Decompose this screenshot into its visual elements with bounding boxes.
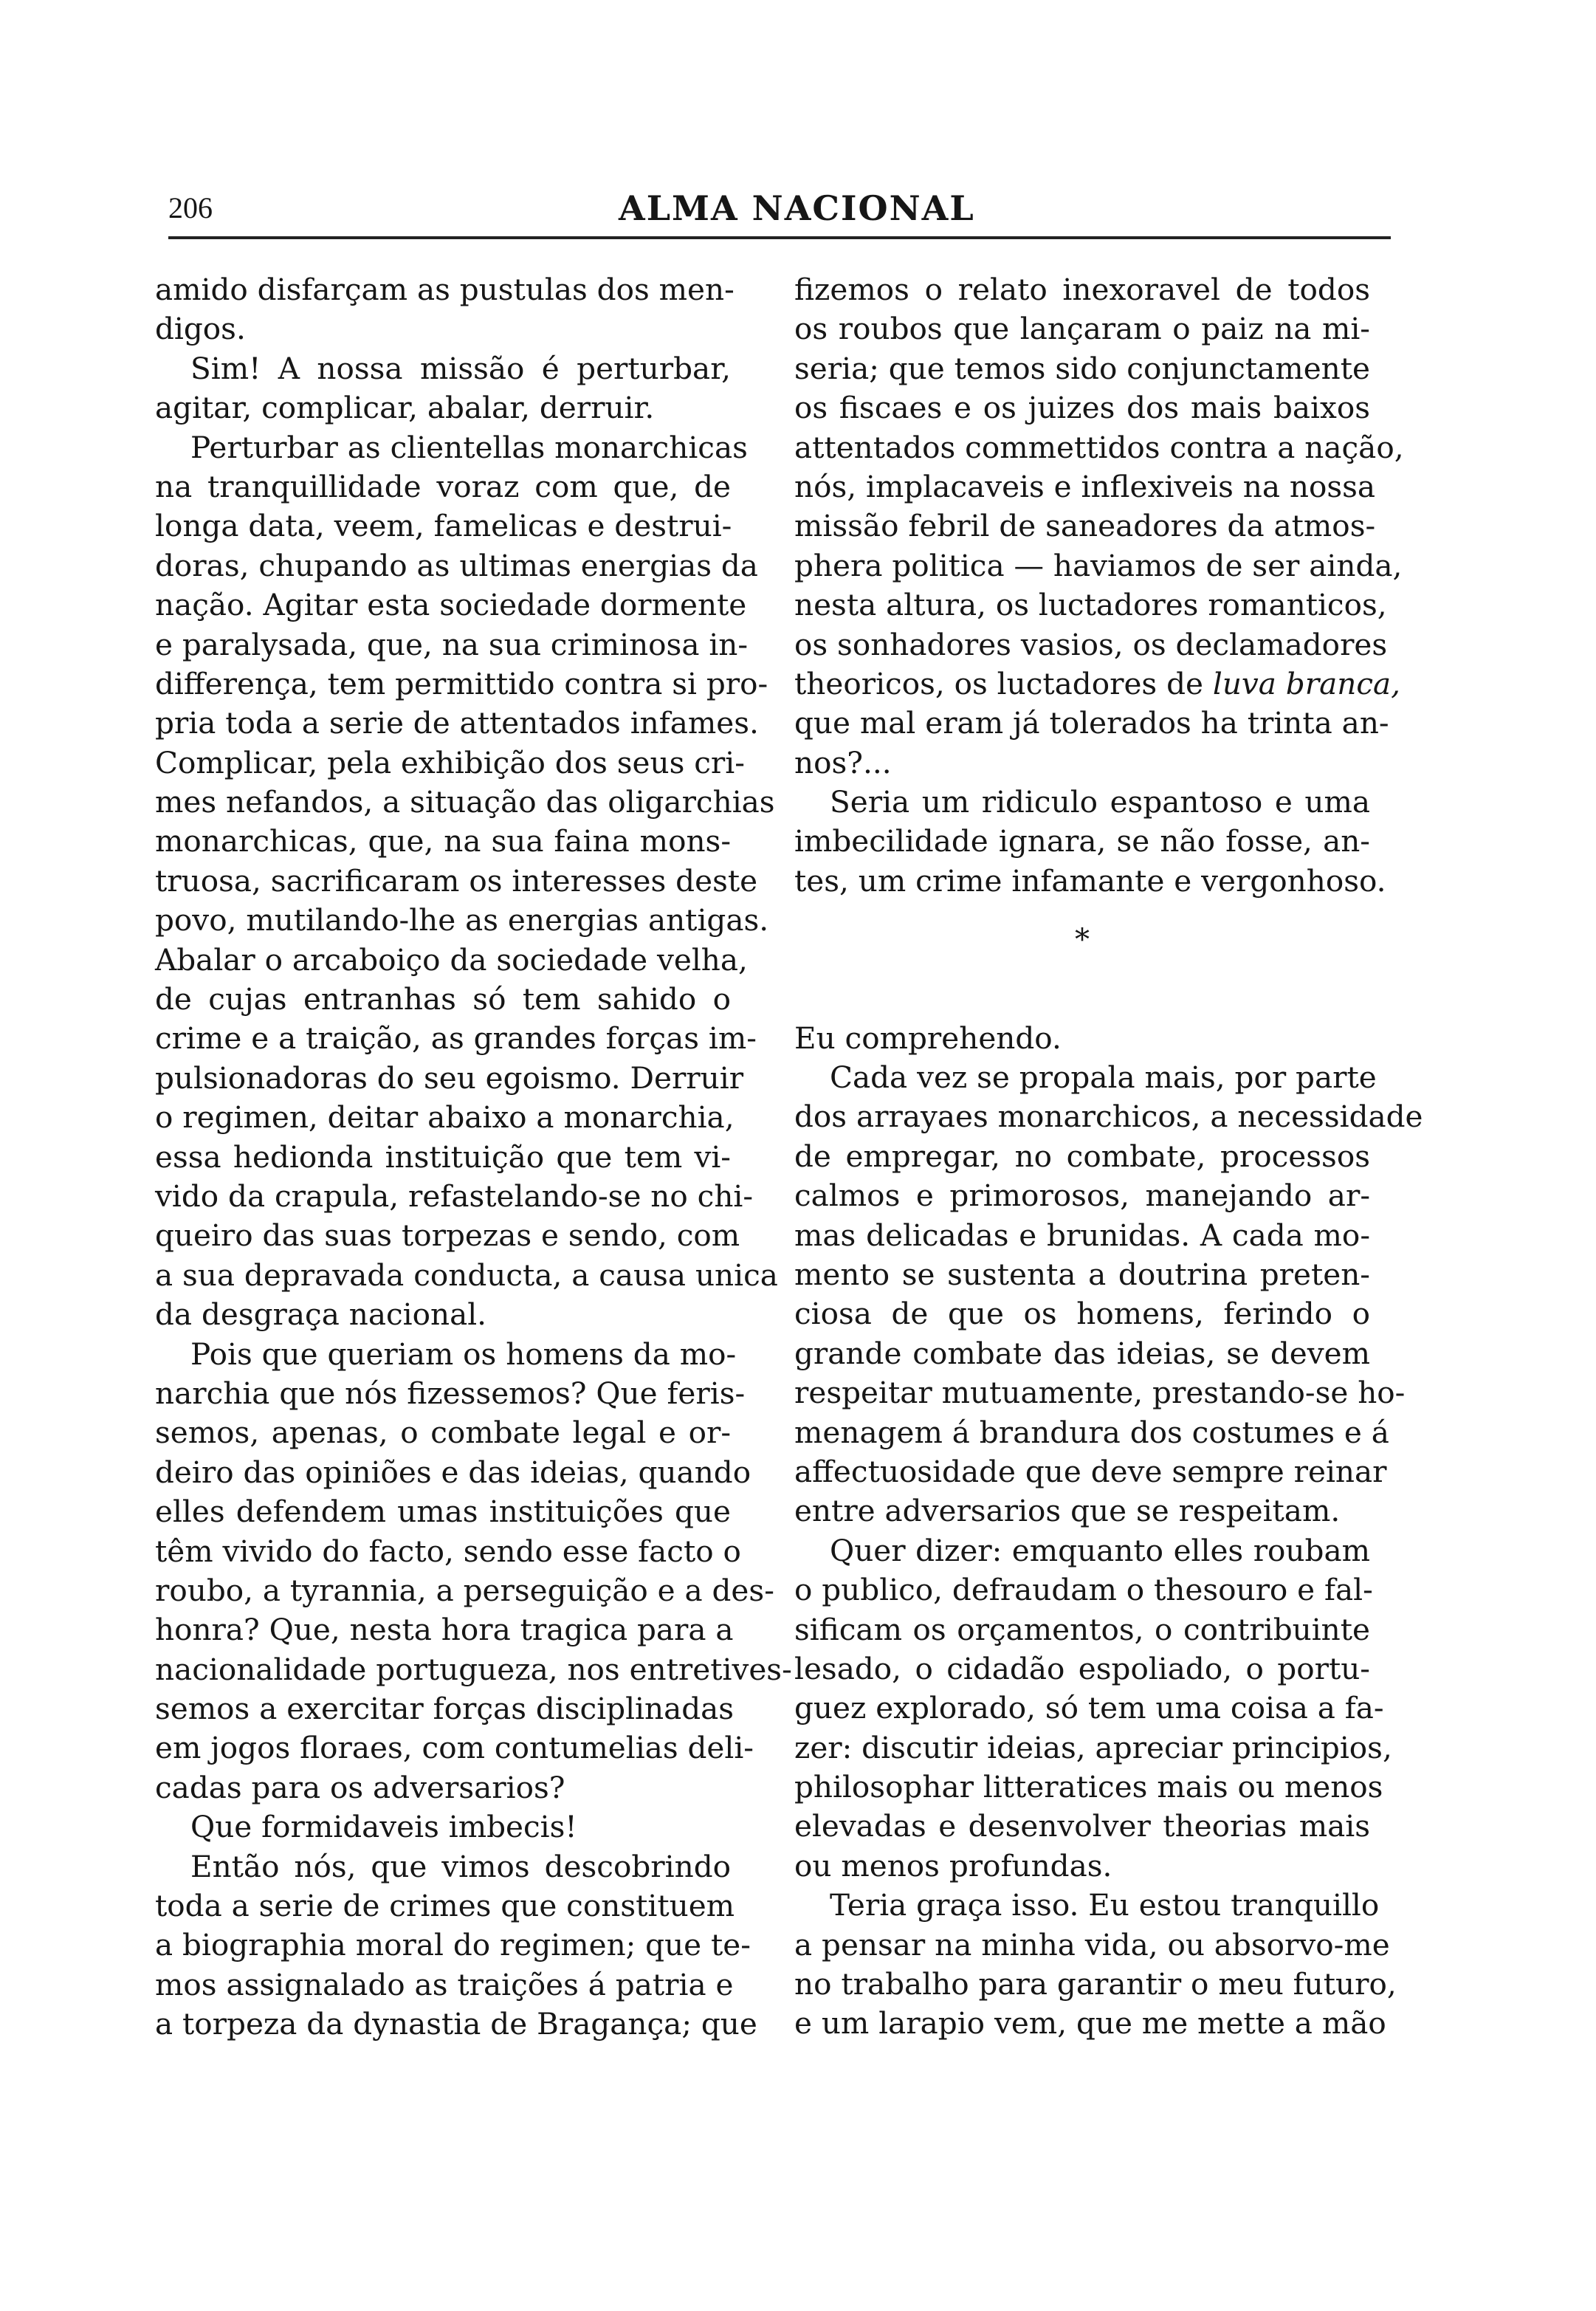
- text-line: dos arrayaes monarchicos, a necessidade: [794, 1099, 1423, 1135]
- text-line: Pois que queriam os homens da mo-: [190, 1336, 737, 1372]
- text-line: têm vivido do facto, sendo esse facto o: [155, 1533, 741, 1569]
- text-line: a torpeza da dynastia de Bragança; que: [155, 2006, 757, 2042]
- text-line: povo, mutilando-lhe as energias antigas.: [155, 902, 769, 938]
- text-line: em jogos floraes, com contumelias deli-: [155, 1730, 754, 1766]
- text-line: agitar, complicar, abalar, derruir.: [155, 390, 655, 426]
- text-line: e um larapio vem, que me mette a mão: [794, 2005, 1386, 2042]
- text-line: narchia que nós fizessemos? Que feris-: [155, 1375, 746, 1411]
- text-line: respeitar mutuamente, prestando-se ho-: [794, 1375, 1406, 1411]
- text-line: roubo, a tyrannia, a perseguição e a des-: [155, 1572, 774, 1608]
- text-line: fizemos o relato inexoravel de todos: [794, 272, 1370, 307]
- text-line: da desgraça nacional.: [155, 1297, 487, 1333]
- text-line: semos a exercitar forças disciplinadas: [155, 1691, 735, 1727]
- section-separator: *: [1075, 923, 1090, 958]
- text-line: elevadas e desenvolver theorias mais: [794, 1808, 1370, 1844]
- text-line: nesta altura, os luctadores romanticos,: [794, 587, 1387, 623]
- text-line: mes nefandos, a situação das oligarchias: [155, 784, 775, 820]
- left-column: [155, 270, 792, 2044]
- text-line: no trabalho para garantir o meu futuro,: [794, 1966, 1397, 2002]
- header-rule: [168, 236, 1391, 239]
- text-line: Abalar o arcaboiço da sociedade velha,: [155, 941, 748, 978]
- text-line: Complicar, pela exhibição dos seus cri-: [155, 744, 745, 780]
- text-line: ou menos profundas.: [794, 1847, 1112, 1884]
- text-line: elles defendem umas instituições que: [155, 1494, 731, 1530]
- text-line: nação. Agitar esta sociedade dormente: [155, 587, 747, 623]
- text-line: Quer dizer: emquanto elles roubam: [830, 1532, 1370, 1568]
- text-line: differença, tem permittido contra si pro-: [155, 665, 768, 701]
- text-line: a pensar na minha vida, ou absorvo-me: [794, 1926, 1390, 1963]
- text-line: pria toda a serie de attentados infames.: [155, 705, 759, 741]
- text-line: calmos e primorosos, manejando ar-: [794, 1178, 1370, 1214]
- text-line: mas delicadas e brunidas. A cada mo-: [794, 1217, 1370, 1253]
- text-line: vido da crapula, refastelando-se no chi-: [155, 1178, 754, 1214]
- text-line: Perturbar as clientellas monarchicas: [190, 429, 748, 465]
- text-line: lesado, o cidadão espoliado, o portu-: [794, 1650, 1370, 1686]
- text-line: attentados commettidos contra a nação,: [794, 429, 1404, 465]
- text-line: nós, implacaveis e inflexiveis na nossa: [794, 468, 1376, 504]
- text-line: ciosa de que os homens, ferindo o: [794, 1296, 1370, 1332]
- text-line: philosophar litteratices mais ou menos: [794, 1769, 1383, 1805]
- spacer: [794, 979, 1370, 1018]
- text-line: Sim! A nossa missão é perturbar,: [190, 350, 731, 386]
- text-line: os fiscaes e os juizes dos mais baixos: [794, 390, 1370, 426]
- text-line: Seria um ridiculo espantoso e uma: [830, 784, 1370, 820]
- text-line: semos, apenas, o combate legal e or-: [155, 1415, 731, 1451]
- text-line-with-italic: [794, 665, 1401, 704]
- text-line: deiro das opiniões e das ideias, quando: [155, 1454, 751, 1490]
- text-line: longa data, veem, famelicas e destrui-: [155, 508, 732, 544]
- text-line: seria; que temos sido conjunctamente: [794, 350, 1370, 386]
- page-header: [168, 186, 1391, 238]
- text-line: Então nós, que vimos descobrindo: [190, 1848, 731, 1884]
- text-line: zer: discutir ideias, apreciar principios,: [794, 1729, 1392, 1765]
- text-line: honra? Que, nesta hora tragica para a: [155, 1612, 734, 1648]
- text-line: os roubos que lançaram o paiz na mi-: [794, 311, 1370, 347]
- text-line: que mal eram já tolerados ha trinta an-: [794, 705, 1389, 741]
- text-line: toda a serie de crimes que constituem: [155, 1888, 735, 1924]
- text-line: phera politica — haviamos de ser ainda,: [794, 547, 1403, 583]
- text-fragment: theoricos, os luctadores de: [794, 665, 1203, 701]
- text-line: imbecilidade ignara, se não fosse, an-: [794, 823, 1370, 859]
- text-line: de cujas entranhas só tem sahido o: [155, 981, 731, 1017]
- text-line: o publico, defraudam o thesouro e fal-: [794, 1572, 1373, 1608]
- page-number: 206: [168, 191, 213, 224]
- text-line: mos assignalado as traições á patria e: [155, 1966, 734, 2002]
- text-line: nos?...: [794, 744, 892, 780]
- text-line: na tranquillidade voraz com que, de: [155, 468, 731, 504]
- text-line: o regimen, deitar abaixo a monarchia,: [155, 1099, 735, 1136]
- text-line: Cada vez se propala mais, por parte: [830, 1060, 1377, 1096]
- text-line: tes, um crime infamante e vergonhoso.: [794, 862, 1386, 899]
- text-line: e paralysada, que, na sua criminosa in-: [155, 626, 749, 662]
- text-line: Teria graça isso. Eu estou tranquillo: [830, 1887, 1380, 1923]
- text-line: a sua depravada conducta, a causa unica: [155, 1257, 778, 1293]
- text-line: menagem á brandura dos costumes e á: [794, 1414, 1389, 1450]
- text-line: cadas para os adversarios?: [155, 1769, 565, 1805]
- text-line: crime e a traição, as grandes forças im-: [155, 1020, 757, 1057]
- text-line: grande combate das ideias, se devem: [794, 1335, 1370, 1371]
- text-line: queiro das suas torpezas e sendo, com: [155, 1218, 740, 1254]
- text-line: de empregar, no combate, processos: [794, 1138, 1370, 1174]
- running-title: ALMA NACIONAL: [619, 188, 975, 228]
- text-line: pulsionadoras do seu egoismo. Derruir: [155, 1060, 744, 1096]
- text-line: essa hedionda instituição que tem vi-: [155, 1139, 731, 1175]
- text-line: entre adversarios que se respeitam.: [794, 1493, 1341, 1529]
- text-line: amido disfarçam as pustulas dos men-: [155, 272, 735, 307]
- text-line: a biographia moral do regimen; que te-: [155, 1927, 751, 1963]
- text-line: mento se sustenta a doutrina preten-: [794, 1256, 1370, 1292]
- text-line: digos.: [155, 311, 246, 347]
- text-line: affectuosidade que deve sempre reinar: [794, 1453, 1387, 1489]
- text-line: monarchicas, que, na sua faina mons-: [155, 823, 731, 859]
- text-line: Eu comprehendo.: [794, 1020, 1062, 1056]
- right-column: [794, 270, 1423, 2044]
- text-line: missão febril de saneadores da atmos-: [794, 508, 1376, 544]
- text-line: nacionalidade portugueza, nos entretives-: [155, 1651, 792, 1687]
- text-line: Que formidaveis imbecis!: [190, 1809, 577, 1845]
- text-line: doras, chupando as ultimas energias da: [155, 547, 758, 583]
- text-line: truosa, sacrificaram os interesses deste: [155, 862, 758, 899]
- text-line: guez explorado, só tem uma coisa a fa-: [794, 1690, 1384, 1726]
- text-line: os sonhadores vasios, os declamadores: [794, 626, 1388, 662]
- italic-phrase: luva branca,: [1212, 665, 1401, 701]
- text-line: sificam os orçamentos, o contribuinte: [794, 1611, 1370, 1647]
